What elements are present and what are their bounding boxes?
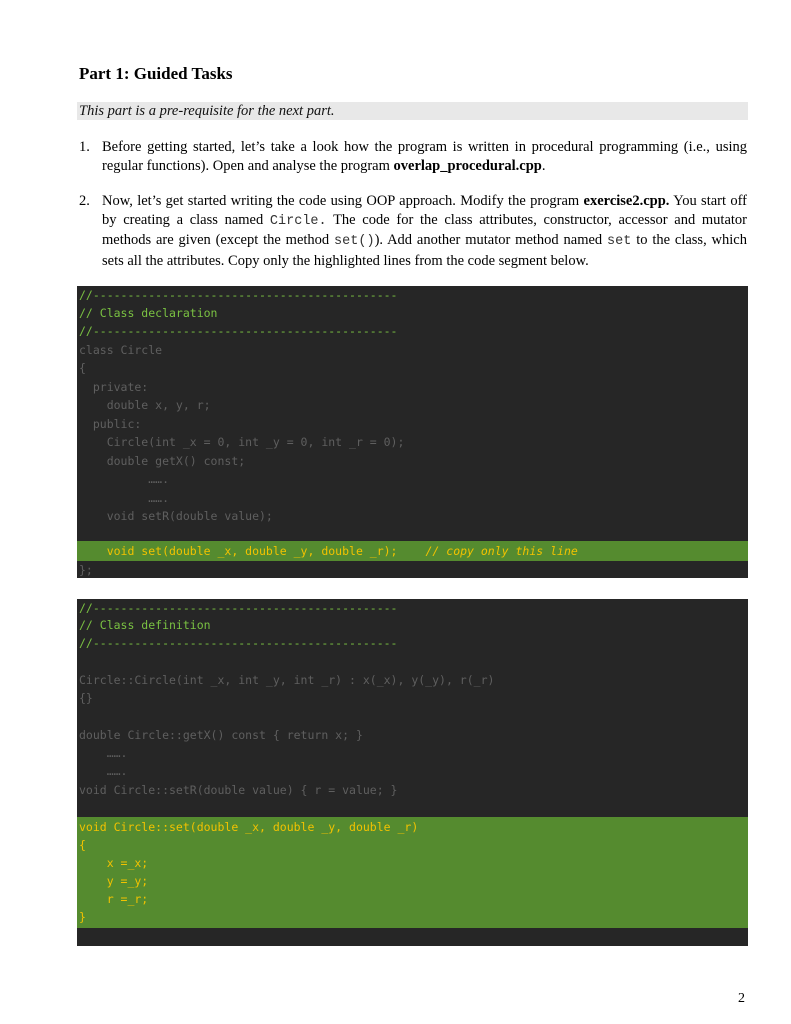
page-number: 2	[738, 991, 745, 1006]
code-line: //--------------------------------------------	[79, 636, 398, 650]
code-line: private:	[79, 380, 149, 394]
code-block-declaration	[77, 286, 748, 578]
code-line: {	[79, 361, 86, 375]
highlighted-code-block	[77, 817, 748, 928]
inline-code: Circle.	[269, 213, 327, 229]
code-comment: // copy only this line	[425, 544, 578, 558]
code-line: // Class definition	[79, 618, 211, 632]
code-line: void Circle::setR(double value) { r = value; }	[79, 783, 398, 797]
code-text: void set(double _x, double _y, double _r);	[79, 544, 398, 558]
code-line: {}	[79, 691, 93, 705]
code-line: {	[79, 838, 86, 852]
code-line: x =_x;	[79, 856, 149, 870]
code-line: }	[79, 910, 86, 924]
code-line: public:	[79, 417, 142, 431]
code-line: …….	[79, 746, 128, 760]
code-line: double Circle::getX() const { return x; }	[79, 728, 363, 742]
code-line: //--------------------------------------------	[79, 601, 398, 615]
code-line: class Circle	[79, 343, 163, 357]
task-text	[102, 192, 747, 270]
task-text-part: The code for the class attributes, constructor, accessor and mutator methods are given (except the method	[102, 211, 747, 248]
task-text-part: Now, let’s get started writing the code using OOP approach. Modify the program	[102, 193, 584, 209]
code-line	[77, 652, 748, 670]
code-line: …….	[79, 472, 170, 486]
code-line: Circle(int _x = 0, int _y = 0, int _r = 0);	[79, 435, 405, 449]
highlighted-code-line	[77, 541, 748, 561]
task-text-part: .	[541, 157, 546, 174]
code-line: //--------------------------------------------	[79, 288, 398, 302]
code-line: Circle::Circle(int _x, int _y, int _r) : x(_x), y(_y), r(_r)	[79, 673, 495, 687]
inline-code: set()	[334, 234, 375, 249]
task-text-part: to the class, which sets all the attributes. Copy only the highlighted lines from the code segment below.	[102, 232, 747, 269]
task-text-part: ). Add another mutator method named	[374, 232, 608, 248]
task-text-part: Before getting started, let’s take a look how the program is written in procedural programming (i.e., using regular functions). Open and analyse the program	[102, 139, 747, 174]
code-line: };	[79, 563, 93, 577]
task-number: 1.	[79, 139, 90, 155]
task-item-2	[79, 192, 747, 270]
prerequisite-note: This part is a pre-requisite for the next part.	[77, 102, 748, 120]
code-line	[77, 799, 748, 817]
code-line: void setR(double value);	[79, 509, 273, 523]
code-line: //--------------------------------------------	[79, 324, 398, 338]
code-line: // Class declaration	[79, 306, 218, 320]
code-line: r =_r;	[79, 892, 149, 906]
inline-code: set	[607, 234, 632, 249]
code-line: void Circle::set(double _x, double _y, double _r)	[79, 820, 419, 834]
code-line: double x, y, r;	[79, 398, 211, 412]
code-line	[77, 707, 748, 725]
task-text-part: You start off by creating a class named	[102, 193, 747, 228]
task-text	[102, 138, 747, 175]
code-line: y =_y;	[79, 874, 149, 888]
code-block-definition	[77, 599, 748, 946]
section-heading: Part 1: Guided Tasks	[79, 64, 233, 83]
filename: overlap_procedural.cpp	[393, 157, 542, 174]
code-line: …….	[79, 764, 128, 778]
code-line: …….	[79, 491, 170, 505]
code-line: double getX() const;	[79, 454, 246, 468]
task-item-1	[79, 138, 747, 175]
task-number: 2.	[79, 193, 90, 209]
filename: exercise2.cpp.	[583, 193, 670, 209]
